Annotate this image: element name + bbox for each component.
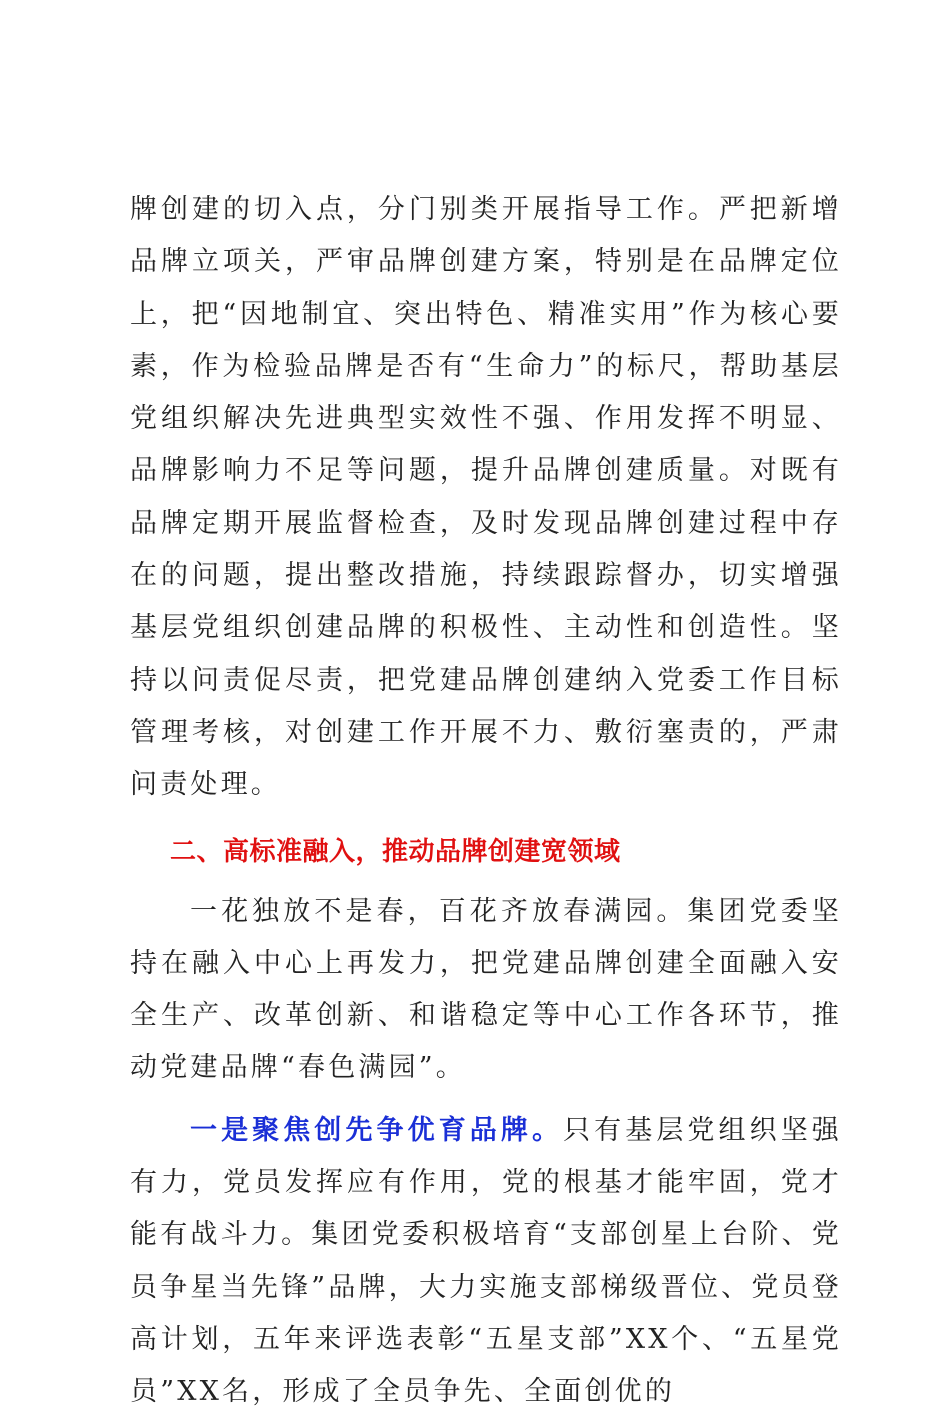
paragraph-first-point-body: 只有基层党组织坚强有力，党员发挥应有作用，党的根基才能牢固，党才能有战斗力。集团党委积极培育“支部创星上台阶、党员争星当先锋”品牌，大力实施支部梯级晋位、党员登高计划，五年来评选表彰“五星支部”XX个、“五星党员”XX名，形成了全员争先、全面创优的 <box>130 1114 842 1408</box>
paragraph-first-point <box>130 1105 842 1419</box>
paragraph-integration-intro: 一花独放不是春，百花齐放春满园。集团党委坚持在融入中心上再发力，把党建品牌创建全面融入安全生产、改革创新、和谐稳定等中心工作各环节，推动党建品牌“春色满园”。 <box>130 895 842 1084</box>
paragraph-brand-guidance: 牌创建的切入点，分门别类开展指导工作。严把新增品牌立项关，严审品牌创建方案，特别是在品牌定位上，把“因地制宜、突出特色、精准实用”作为核心要素，作为检验品牌是否有“生命力”的标尺，帮助基层党组织解决先进典型实效性不强、作用发挥不明显、品牌影响力不足等问题，提升品牌创建质量。对既有品牌定期开展监督检查，及时发现品牌创建过程中存在的问题，提出整改措施，持续跟踪督办，切实增强基层党组织创建品牌的积极性、主动性和创造性。坚持以问责促尽责，把党建品牌创建纳入党委工作目标管理考核，对创建工作开展不力、敷衍塞责的，严肃问责处理。 <box>130 194 842 801</box>
document-page <box>130 184 842 1419</box>
section-heading-2: 二、高标准融入，推动品牌创建宽领域 <box>170 836 621 867</box>
paragraph-lead-phrase: 一是聚焦创先争优育品牌。 <box>190 1114 564 1146</box>
